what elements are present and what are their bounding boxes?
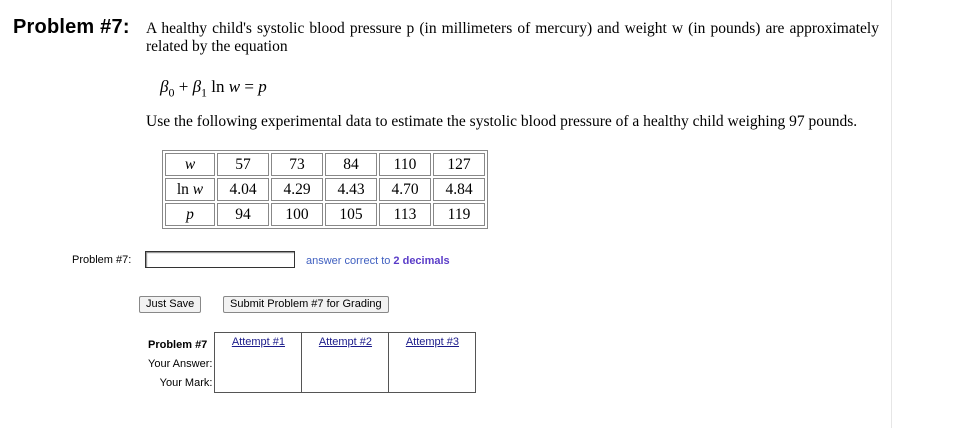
attempt-cell-1 — [215, 333, 302, 393]
attempts-table — [144, 332, 476, 393]
ln-label: ln — [176, 180, 189, 198]
attempts-labels — [144, 333, 215, 393]
answer-hint-text: answer correct to — [306, 255, 394, 267]
table-cell: 4.43 — [325, 178, 377, 201]
just-save-button[interactable]: Just Save — [139, 296, 201, 313]
variable-p: p — [258, 77, 267, 96]
table-cell: 94 — [217, 203, 269, 226]
answer-label: Problem #7: — [72, 254, 132, 266]
answer-input[interactable] — [145, 251, 295, 268]
table-cell: 4.29 — [271, 178, 323, 201]
table-row — [165, 178, 485, 201]
table-cell: 105 — [325, 203, 377, 226]
w-label: w — [192, 180, 204, 198]
problem-title: Problem #7: — [13, 16, 130, 38]
table-cell: 4.04 — [217, 178, 269, 201]
row-header-ln-w — [165, 178, 215, 201]
table-cell: 113 — [379, 203, 431, 226]
beta-symbol: β — [160, 77, 169, 96]
row-header-w: w — [165, 153, 215, 176]
problem-instruction: Use the following experimental data to estimate the systolic blood pressure of a healthy child weighing 97 pounds. — [146, 113, 858, 130]
your-mark-label: Your Mark: — [159, 376, 213, 389]
equation — [160, 77, 267, 100]
equals-sign: = — [240, 77, 259, 96]
table-row — [165, 153, 485, 176]
data-table — [162, 150, 488, 229]
answer-hint — [306, 255, 450, 267]
attempt-3-link[interactable]: Attempt #3 — [405, 336, 460, 348]
row-header-p: p — [165, 203, 215, 226]
attempt-cell-3 — [389, 333, 476, 393]
answer-hint-decimals: 2 decimals — [393, 255, 450, 267]
table-cell: 100 — [271, 203, 323, 226]
table-cell: 57 — [217, 153, 269, 176]
beta-symbol: β — [192, 77, 202, 96]
table-cell: 4.84 — [433, 178, 485, 201]
problem-statement: A healthy child's systolic blood pressure p (in millimeters of mercury) and weight w (in pounds) are approximately related by the equation — [146, 20, 879, 55]
variable-w: w — [228, 77, 241, 96]
table-cell: 73 — [271, 153, 323, 176]
table-cell: 127 — [433, 153, 485, 176]
table-cell: 110 — [379, 153, 431, 176]
table-cell: 84 — [325, 153, 377, 176]
attempts-header: Problem #7 — [148, 338, 208, 351]
attempt-1-link[interactable]: Attempt #1 — [231, 336, 286, 348]
your-answer-label: Your Answer: — [148, 357, 213, 370]
attempt-2-link[interactable]: Attempt #2 — [318, 336, 373, 348]
ln-operator: ln — [207, 77, 229, 96]
table-cell: 4.70 — [379, 178, 431, 201]
table-row — [165, 203, 485, 226]
table-cell: 119 — [433, 203, 485, 226]
attempt-cell-2 — [302, 333, 389, 393]
submit-for-grading-button[interactable]: Submit Problem #7 for Grading — [223, 296, 389, 313]
subscript-1: 1 — [201, 85, 208, 100]
plus-sign: + — [174, 77, 193, 96]
page-right-divider — [891, 0, 892, 428]
attempts-row — [144, 333, 476, 393]
subscript-0: 0 — [168, 85, 175, 100]
